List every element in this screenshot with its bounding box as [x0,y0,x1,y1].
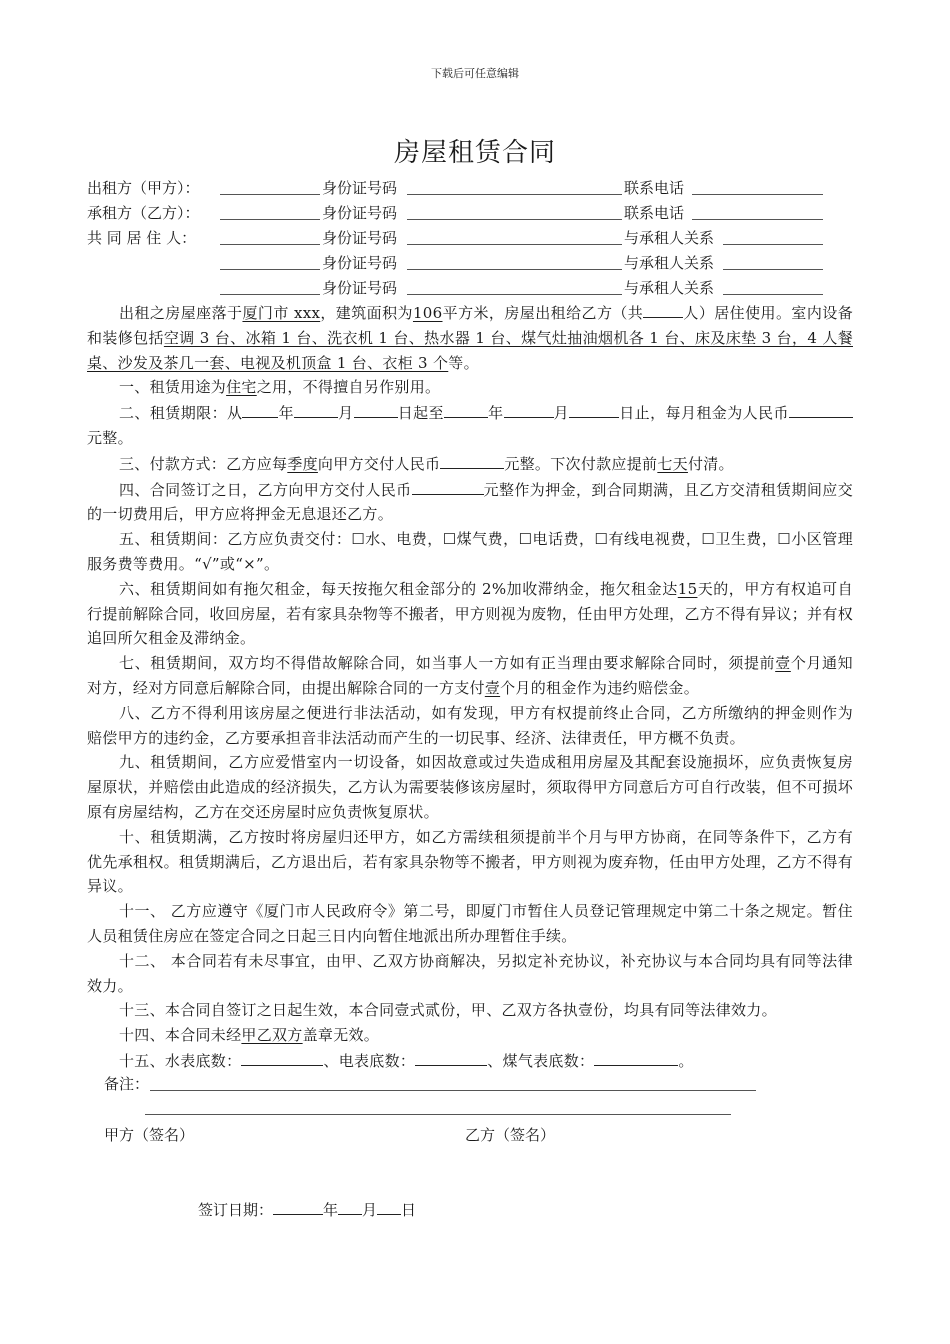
clause-5: 五、租赁期间：乙方应负责交付：☐水、电费，☐煤气费，☐电话费，☐有线电视费，☐卫生费，☐小区管理服务费等费用。“√”或“×”。 [87,530,853,573]
gas-meter-label: 、煤气表底数： [487,1051,595,1070]
sign-date-label: 签订日期： [198,1201,274,1219]
notice-months: 壹 [775,654,791,673]
remarks-line-1[interactable] [150,1090,756,1091]
sign-month-label: 月 [362,1201,378,1219]
clause-7-text-1: 七、租赁期间，双方均不得借故解除合同，如当事人一方如有正当理由要求解除合同时，须提前 [119,654,776,673]
seal-parties: 甲乙双方 [241,1026,303,1045]
sign-day-blank[interactable] [377,1197,401,1215]
lessor-phone-label: 联系电话 [624,179,685,197]
lease-use: 住宅 [226,378,257,397]
sign-date-row [198,1197,416,1220]
clause-4-text-1: 四、合同签订之日，乙方向甲方交付人民币 [119,480,412,499]
end-day-blank[interactable] [569,400,619,418]
lessee-id-label: 身份证号码 [322,204,398,222]
start-day-blank[interactable] [354,400,398,418]
end-month-blank[interactable] [504,400,554,418]
year-label: 年 [278,404,294,423]
clause-1-text-1: 一、租赁用途为 [119,378,227,397]
clause-14-text-1: 十四、本合同未经 [119,1026,242,1045]
electric-meter-label: 、电表底数： [323,1051,416,1070]
clause-8: 八、乙方不得利用该房屋之便进行非法活动，如有发现，甲方有权提前终止合同，乙方所缴纳的押金则作为赔偿甲方的违约金，乙方要承担音非法活动而产生的一切民事、经济、法律责任，甲方概不负责。 [87,703,853,747]
day-from-label: 日起至 [397,404,444,423]
lessor-id-label: 身份证号码 [322,179,398,197]
monthly-rent-blank[interactable] [789,400,853,418]
sign-year-blank[interactable] [273,1197,323,1215]
clause-6-text-1: 六、租赁期间如有拖欠租金，每天按拖欠租金部分的 2%加收滞纳金，拖欠租金达 [119,579,678,598]
cohabitant3-id-label: 身份证号码 [322,279,398,297]
clause-3-text-1: 三、付款方式：乙方应每 [119,454,288,473]
penalty-months: 壹 [484,678,501,697]
download-note: 下载后可任意编辑 [431,67,519,80]
clause-1-text-2: 之用，不得擅自另作别用。 [256,378,441,397]
clause-3-text-2: 向甲方交付人民币 [317,454,441,473]
water-meter-blank[interactable] [241,1048,323,1066]
clause-7 [87,651,853,701]
intro-text-1: 出租之房屋座落于 [119,304,243,322]
water-meter-label: 十五、水表底数： [119,1051,242,1070]
cohabitant2-relation-label: 与承租人关系 [624,254,715,272]
month-label: 月 [338,404,354,423]
house-location: 厦门市 xxx [242,304,321,322]
clause-intro [87,300,853,375]
payment-advance: 七天 [657,454,688,473]
clause-15-end: 。 [678,1051,694,1070]
clause-3-text-4: 付清。 [687,454,734,473]
start-year-blank[interactable] [242,400,278,418]
clause-3 [87,451,853,477]
party-b-signature-label: 乙方（签名） [465,1126,556,1144]
intro-text-2: ，建筑面积为 [320,304,413,322]
clause-14 [87,1023,853,1048]
clause-10: 十、租赁期满，乙方按时将房屋归还甲方，如乙方需续租须提前半个月与甲方协商，在同等条件下，乙方有优先承租权。租赁期满后，乙方退出后，若有家具杂物等不搬者，甲方则视为废弃物，任由甲方处理，乙方不得有异议。 [87,827,853,896]
cohabitant-label: 共 同 居 住 人： [87,229,197,247]
clause-1 [87,375,853,400]
lessee-phone-label: 联系电话 [624,204,685,222]
year-label: 年 [487,404,504,423]
contract-body [87,300,853,1074]
page-title: 房屋租赁合同 [393,138,556,168]
cohabitant1-id-label: 身份证号码 [322,229,398,247]
clause-12: 十二、 本合同若有未尽事宜，由甲、乙双方协商解决，另拟定补充协议，补充协议与本合同均具有同等法律效力。 [87,951,853,995]
payment-period: 季度 [287,454,318,473]
clause-6 [87,577,853,651]
intro-text-4: 人）居住使用。室内设备和装修包括 [87,304,853,347]
house-area: 106 [412,304,443,322]
intro-text-3: 平方米，房屋出租给乙方（共 [442,304,644,322]
clause-14-text-2: 盖章无效。 [302,1026,380,1045]
sign-year-label: 年 [323,1201,339,1219]
overdue-days: 15 [677,579,698,598]
clause-3-text-3: 元整。下次付款应提前 [504,454,658,473]
equipment-list: 空调 3 台、冰箱 1 台、洗衣机 1 台、热水器 1 台、煤气灶抽油烟机各 1 台、床及床垫 3 台，4 人餐桌、沙发及茶几一套、电视及机顶盒 1 台、衣柜 3 个 [87,328,853,372]
deposit-blank[interactable] [412,477,484,495]
party-a-signature-label: 甲方（签名） [104,1126,195,1144]
end-year-blank[interactable] [444,400,488,418]
clause-2-text-2: 日止，每月租金为人民币 [619,404,789,423]
month-label: 月 [553,404,570,423]
remarks-label: 备注： [104,1075,150,1093]
payment-amount-blank[interactable] [440,451,504,469]
sign-day-label: 日 [401,1201,417,1219]
start-month-blank[interactable] [294,400,338,418]
cohabitant2-id-label: 身份证号码 [322,254,398,272]
sign-month-blank[interactable] [338,1197,362,1215]
cohabitant3-relation-label: 与承租人关系 [624,279,715,297]
occupant-count-blank[interactable] [643,300,683,318]
clause-15 [87,1048,853,1074]
cohabitant1-relation-label: 与承租人关系 [624,229,715,247]
clause-4-text-2: 元整作为押金，到合同期满，且乙方交清租赁期间应交的一切费用后，甲方应将押金无息退还乙方。 [87,480,854,524]
gas-meter-blank[interactable] [594,1048,678,1066]
clause-4 [87,477,853,528]
clause-13: 十三、本合同自签订之日起生效，本合同壹式贰份，甲、乙双方各执壹份，均具有同等法律效力。 [119,1001,777,1020]
lessee-label: 承租方（乙方）： [87,204,200,222]
clause-2 [87,400,853,451]
electric-meter-blank[interactable] [415,1048,487,1066]
remarks-line-2[interactable] [145,1114,731,1115]
clause-7-text-3: 个月的租金作为违约赔偿金。 [500,678,700,697]
clause-9: 九、租赁期间，乙方应爱惜室内一切设备，如因故意或过失造成租用房屋及其配套设施损坏，应负责恢复房屋原状，并赔偿由此造成的经济损失，乙方认为需要装修该房屋时，须取得甲方同意后方可自行改装，但不可损坏原有房屋结构，乙方在交还房屋时应负责恢复原状。 [87,753,853,821]
clause-2-text-1: 二、租赁期限：从 [119,404,243,423]
clause-6-text-2: 天的，甲方有权追可自行提前解除合同，收回房屋，若有家具杂物等不搬者，甲方则视为废物，任由甲方处理，乙方不得有异议；并有权追回所欠租金及滞纳金。 [87,579,853,648]
clause-7-text-2: 个月通知对方，经对方同意后解除合同，由提出解除合同的一方支付 [87,654,853,697]
lessor-label: 出租方（甲方）： [87,179,200,197]
intro-text-5: 等。 [448,353,479,372]
clause-11: 十一、 乙方应遵守《厦门市人民政府令》第二号，即厦门市暂住人员登记管理规定中第二十条之规定。暂住人员租赁住房应在签定合同之日起三日内向暂住地派出所办理暂住手续。 [87,902,853,945]
clause-2-text-3: 元整。 [87,428,133,447]
